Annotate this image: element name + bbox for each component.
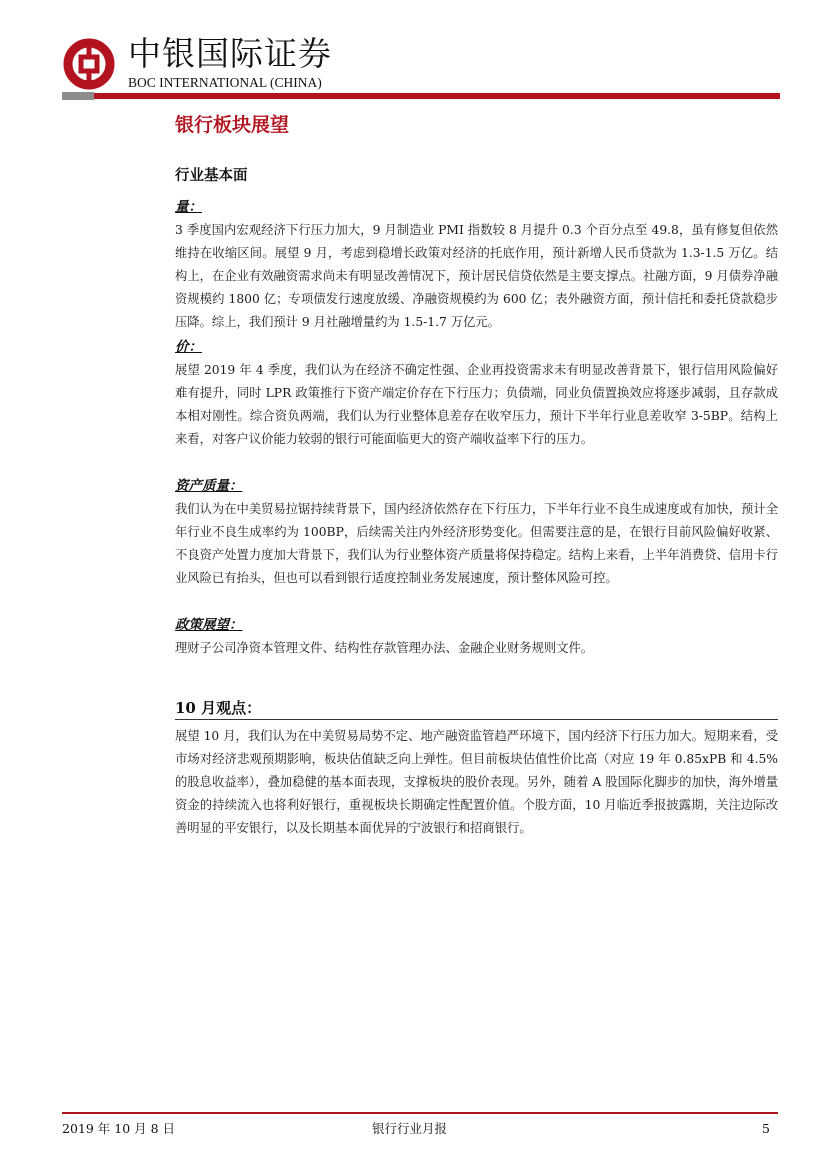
october-view-heading: 10 月观点：: [175, 699, 262, 717]
brand-name-english: BOC INTERNATIONAL (CHINA): [128, 75, 322, 90]
price-paragraph: 展望 2019 年 4 季度，我们认为在经济不确定性强、企业再投资需求未有明显改善背景下，银行信用风险偏好难有提升，同时 LPR 政策推行下资产端定价存在下行压力；负债端，同业负债置换效应将逐步减弱，且存款成本相对刚性。综合资负两端，我们认为行业整体息差存在收窄压力，预计下半年行业息差收窄 3-5BP。结构上来看，对客户议价能力较弱的银行可能面临更大的资产端收益率下行的压力。: [175, 363, 778, 446]
price-label: 价：: [175, 339, 202, 355]
header-red-rule: [94, 93, 780, 99]
section-title: 银行板块展望: [175, 114, 290, 136]
october-view-paragraph: 展望 10 月，我们认为在中美贸易局势不定、地产融资监管趋严环境下，国内经济下行压力加大。短期来看，受市场对经济悲观预期影响，板块估值缺乏向上弹性。但目前板块估值性价比高（对应 19 年 0.85xPB 和 4.5%的股息收益率），叠加稳健的基本面表现，支撑板块的股价表现。另外，随着 A 股国际化脚步的加快，海外增量资金的持续流入也将利好银行，重视板块长期确定性配置价值。个股方面，10 月临近季报披露期，关注边际改善明显的平安银行，以及长期基本面优异的宁波银行和招商银行。: [175, 729, 778, 835]
boc-logo-icon: [62, 37, 116, 91]
page-number: 5: [762, 1121, 770, 1136]
asset-quality-label: 资产质量：: [175, 478, 243, 494]
header-grey-bar: [62, 92, 94, 100]
brand-name-chinese: 中银国际证券: [128, 34, 332, 73]
footer-report-title: 银行行业月报: [372, 1121, 448, 1136]
volume-paragraph: 3 季度国内宏观经济下行压力加大，9 月制造业 PMI 指数较 8 月提升 0.3 个百分点至 49.8，虽有修复但依然维持在收缩区间。展望 9 月，考虑到稳增长政策对经济的托底作用，预计新增人民币贷款为 1.3-1.5 万亿。结构上，在企业有效融资需求尚未有明显改善情况下，预计居民信贷依然是主要支撑点。社融方面，9 月债券净融资规模约 1800 亿；专项债发行速度放缓、净融资规模约为 600 亿；表外融资方面，预计信托和委托贷款稳步压降。综上，我们预计 9 月社融增量约为 1.5-1.7 万亿元。: [175, 223, 778, 329]
policy-paragraph: 理财子公司净资本管理文件、结构性存款管理办法、金融企业财务规则文件。: [175, 641, 594, 655]
footer-date: 2019 年 10 月 8 日: [62, 1121, 176, 1136]
volume-label: 量：: [175, 199, 202, 215]
fundamentals-heading: 行业基本面: [175, 167, 248, 184]
october-heading-rule: [175, 719, 778, 720]
footer-rule: [62, 1112, 778, 1114]
policy-label: 政策展望：: [175, 617, 243, 633]
asset-quality-paragraph: 我们认为在中美贸易拉锯持续背景下，国内经济依然存在下行压力，下半年行业不良生成速度或有加快，预计全年行业不良生成率约为 100BP，后续需关注内外经济形势变化。但需要注意的是，在银行目前风险偏好收紧、不良资产处置力度加大背景下，我们认为行业整体资产质量将保持稳定。结构上来看，上半年消费贷、信用卡行业风险已有抬头，但也可以看到银行适度控制业务发展速度，预计整体风险可控。: [175, 502, 778, 585]
